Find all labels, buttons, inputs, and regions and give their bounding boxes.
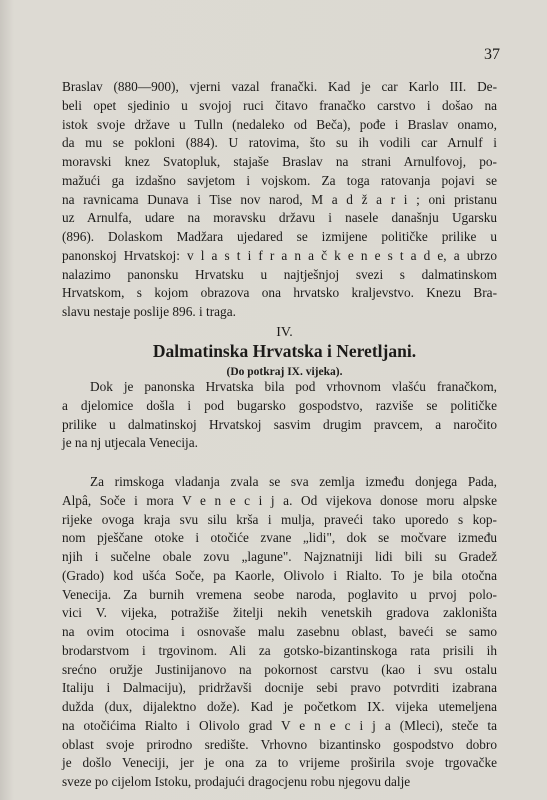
text-line: Italiju i Dalmaciju), pridržavši docnije sebi pravo potvrditi izabrana xyxy=(62,680,497,696)
text-line: panonskoj Hrvatskoj: v l a s t i f r a n a č k e n e s t a d e, a ubrzo xyxy=(62,247,497,263)
paragraph-braslav xyxy=(62,78,497,322)
text-line: nalazimo panonsku Hrvatsku u najtješnjoj svezi s dalmatinskom xyxy=(62,266,497,282)
text-line: uz Arnulfa, udare na moravsku državu i nasele današnju Ugarsku xyxy=(62,210,497,226)
text-line: Alpâ, Soče i mora V e n e c i j a. Od vijekova donose moru alpske xyxy=(62,492,497,508)
text-line: na ravnicama Dunava i Tise nov narod, M a d ž a r i ; oni pristanu xyxy=(62,191,497,207)
page-number: 37 xyxy=(484,46,500,63)
text-line: da mu se pokloni (884). U ratovima, što su ih vodili car Arnulf i xyxy=(62,135,497,151)
text-line: na ovim otocima i osnovaše malu zasebnu oblast, baveći se samo xyxy=(62,624,497,639)
text-line: rijeke ovoga kraja svu silu krša i mulja, praveći tako uporedo s kop- xyxy=(62,511,497,527)
text-line: beli opet sjedinio u svojoj ruci čitavo franačko carstvo i došao na xyxy=(62,97,497,113)
text-line: Braslav (880—900), vjerni vazal franački. Kad je car Karlo III. De- xyxy=(62,79,497,94)
text-line: vici V. vijeka, potražiše žitelji nekih venetskih gradova zakloništa xyxy=(62,605,497,621)
paragraph-venice xyxy=(62,473,497,792)
text-line: dužda (dux, dijalektno dože). Kad je početkom IX. vijeka utemeljena xyxy=(62,699,497,714)
section-title: Dalmatinska Hrvatska i Neretljani. xyxy=(152,341,417,361)
text-line: nom pješčane otoke i otočiće zvane „lidi", dok se močvare između xyxy=(62,530,497,546)
text-line: prilike u dalmatinskoj Hrvatskoj sasvim drugim pravcem, a naročito xyxy=(62,416,497,432)
text-line: srećno oružje Justinijanovo na pokornost carstvu (kao i svu ostalu xyxy=(62,661,497,677)
text-line: Dok je panonska Hrvatska bila pod vrhovnom vlašću franačkom, xyxy=(90,379,497,394)
text-line: Venecija. Za burnih vremena seobe naroda, poglavito u prvoj polo- xyxy=(62,586,497,602)
paragraph-pannonian-croatia xyxy=(62,378,497,453)
text-line: (896). Dolaskom Madžara ujedared se izmijene političke prilike u xyxy=(62,229,497,244)
text-line: a djelomice došla i pod bugarsko gospodstvo, razviše se političke xyxy=(62,397,497,413)
section-subtitle: (Do potkraj IX. vijeka). xyxy=(226,366,343,378)
text-line: Za rimskoga vladanja zvala se sva zemlja između donjega Pada, xyxy=(90,474,497,489)
text-line: na otočićima Rialto i Olivolo grad V e n e c i j a (Mleci), steče ta xyxy=(62,717,497,733)
text-line: brodarstvom i trgovinom. Ali za gotsko-bizantinskoga rata prisili ih xyxy=(62,642,497,658)
text-line: je na nj utjecala Venecija. xyxy=(62,435,198,451)
text-line: oblast svoje prirodno središte. Vrhovno bizantinsko gospodstvo dobro xyxy=(62,736,497,752)
text-line: je došlo Veneciji, jer je ona za to vrijeme proširila svoje trgovačke xyxy=(62,755,497,771)
text-line: slavu nestaje poslije 896. i traga. xyxy=(62,304,236,319)
text-line: istok svoje države u Tulln (nedaleko od Beča), pođe i Braslav onamo, xyxy=(62,116,497,132)
text-line: moravski knez Svatopluk, stajaše Braslav na strani Arnulfovoj, po- xyxy=(62,154,497,169)
section-number: IV. xyxy=(276,325,293,340)
text-line: sveze po cijelom Istoku, prodajući dragocjenu robu njegovu dalje xyxy=(62,774,411,789)
text-line: Hrvatskom, s kojom obrazova ona hrvatsko kraljevstvo. Knezu Bra- xyxy=(62,285,497,301)
text-line: (Grado) kod ušća Soče, pa Kaorle, Olivolo i Rialto. To je bila otočna xyxy=(62,567,497,583)
text-line: mažući ga izdašno savjetom i vojskom. Za toga ratovanja pojavi se xyxy=(62,172,497,188)
text-line: njih i sučelne obale zovu „lagune". Najznatniji lidi bili su Gradež xyxy=(62,549,497,564)
